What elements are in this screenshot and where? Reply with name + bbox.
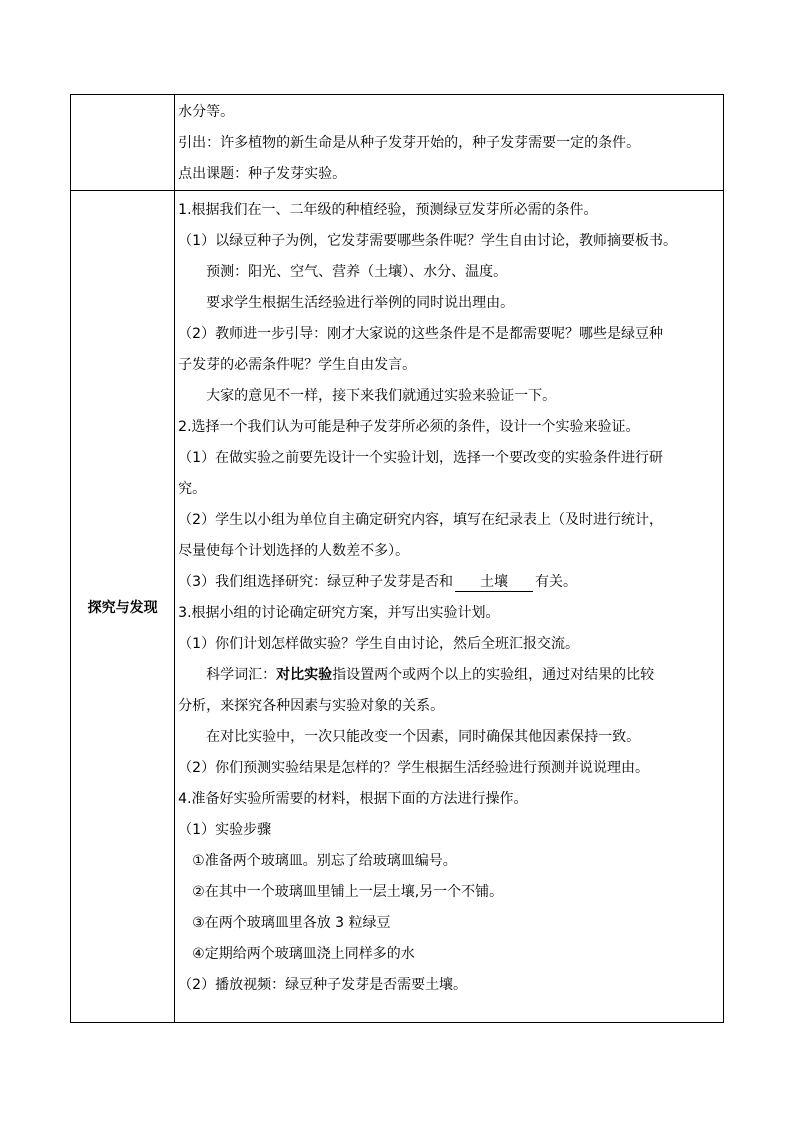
vocab-prefix: 科学词汇： (206, 667, 277, 683)
vocab-term: 对比实验 (276, 667, 333, 683)
text-line: 要求学生根据生活经验进行举例的同时说出理由。 (206, 295, 515, 311)
text-line: 究。 (178, 481, 207, 497)
step-item: ②在其中一个玻璃皿里铺上一层土壤,另一个不铺。 (192, 884, 504, 900)
text-line: （2）播放视频：绿豆种子发芽是否需要土壤。 (178, 977, 468, 993)
text-line: （2）教师进一步引导：刚才大家说的这些条件是不是都需要呢？哪些是绿豆种 (178, 326, 664, 342)
text-line: 水分等。 (178, 104, 235, 120)
fill-in-suffix: 有关。 (535, 574, 578, 590)
vocab-definition: 指设置两个或两个以上的实验组，通过对结果的比较 (332, 667, 655, 683)
table-row (71, 95, 724, 191)
row-label-explore: 探究与发现 (71, 191, 175, 1023)
text-line: 在对比实验中，一次只能改变一个因素，同时确保其他因素保持一致。 (206, 729, 641, 745)
text-line: 大家的意见不一样，接下来我们就通过实验来验证一下。 (206, 388, 557, 404)
text-line: 2.选择一个我们认为可能是种子发芽所必须的条件，设计一个实验来验证。 (178, 419, 640, 435)
row-label (71, 95, 175, 191)
text-line: 尽量使每个计划选择的人数差不多）。 (178, 543, 410, 559)
step-item: ④定期给两个玻璃皿浇上同样多的水 (192, 946, 415, 962)
step-item: ③在两个玻璃皿里各放 3 粒绿豆 (192, 915, 391, 931)
text-line: 1.根据我们在一、二年级的种植经验，预测绿豆发芽所必需的条件。 (178, 202, 598, 218)
text-line: （1）在做实验之前要先设计一个实验计划，选择一个要改变的实验条件进行研 (178, 450, 664, 466)
text-line: （2）你们预测实验结果是怎样的？学生根据生活经验进行预测并说说理由。 (178, 760, 650, 776)
fill-in-prefix: （3）我们组选择研究：绿豆种子发芽是否和 (178, 574, 454, 590)
text-line: （1）实验步骤 (178, 822, 272, 838)
fill-in-blank: 土壤 (455, 573, 533, 592)
text-line: （2）学生以小组为单位自主确定研究内容，填写在纪录表上（及时进行统计， (178, 512, 664, 528)
row-content (175, 95, 724, 191)
step-item: ①准备两个玻璃皿。别忘了给玻璃皿编号。 (192, 853, 457, 869)
text-line: 4.准备好实验所需要的材料，根据下面的方法进行操作。 (178, 791, 528, 807)
text-line: 分析，来探究各种因素与实验对象的关系。 (178, 698, 445, 714)
table-row (71, 191, 724, 1023)
text-line: （1）以绿豆种子为例，它发芽需要哪些条件呢？学生自由讨论，教师摘要板书。 (178, 233, 678, 249)
row-content (175, 191, 724, 1023)
text-line: （1）你们计划怎样做实验？学生自由讨论，然后全班汇报交流。 (178, 636, 580, 652)
text-line-fill-in (178, 567, 721, 598)
text-line: 预测：阳光、空气、营养（土壤）、水分、温度。 (206, 264, 508, 280)
text-line: 子发芽的必需条件呢？学生自由发言。 (178, 357, 417, 373)
lesson-plan-table (70, 94, 724, 1023)
text-line: 3.根据小组的讨论确定研究方案，并写出实验计划。 (178, 605, 500, 621)
text-line-vocab (178, 660, 721, 691)
text-line: 点出课题：种子发芽实验。 (178, 166, 347, 182)
text-line: 引出：许多植物的新生命是从种子发芽开始的，种子发芽需要一定的条件。 (178, 135, 641, 151)
